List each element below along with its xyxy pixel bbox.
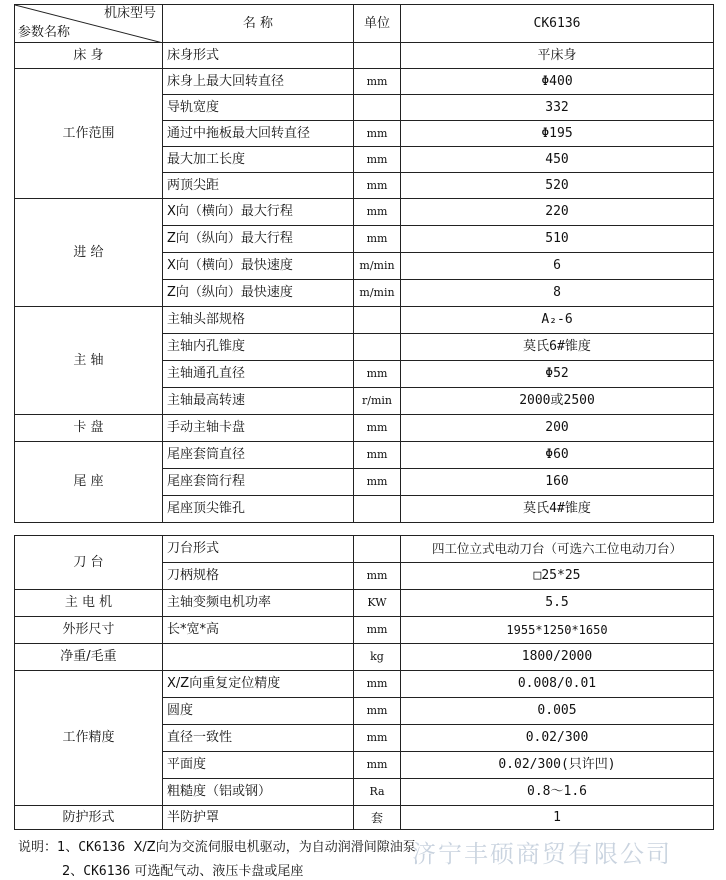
param-name: 直径一致性: [163, 725, 354, 752]
category-work-range: 工作范围: [15, 69, 163, 199]
param-unit: 套: [354, 806, 401, 830]
param-value: A₂-6: [401, 307, 714, 334]
param-value: 510: [401, 226, 714, 253]
header-corner-cell: [15, 5, 163, 43]
param-unit: mm: [354, 752, 401, 779]
param-name: 圆度: [163, 698, 354, 725]
param-unit: mm: [354, 725, 401, 752]
category-guard: 防护形式: [15, 806, 163, 830]
param-name: 刀台形式: [163, 536, 354, 563]
param-value: Φ60: [401, 442, 714, 469]
param-name: X/Z向重复定位精度: [163, 671, 354, 698]
param-name: 长*宽*高: [163, 617, 354, 644]
param-value: 6: [401, 253, 714, 280]
note-line-2: [62, 860, 303, 879]
category-feed: 进 给: [15, 199, 163, 307]
param-unit: r/min: [354, 388, 401, 415]
param-name: 最大加工长度: [163, 147, 354, 173]
param-value: Φ400: [401, 69, 714, 95]
param-value: 332: [401, 95, 714, 121]
note-2-text: 可选配气动、液压卡盘或尾座: [134, 864, 304, 879]
param-unit: [354, 43, 401, 69]
param-name: 通过中拖板最大回转直径: [163, 121, 354, 147]
param-name: 平面度: [163, 752, 354, 779]
category-turret: 刀 台: [15, 536, 163, 590]
param-name: 尾座套筒直径: [163, 442, 354, 469]
param-unit: [354, 307, 401, 334]
param-value: □25*25: [401, 563, 714, 590]
param-name: 尾座套筒行程: [163, 469, 354, 496]
param-unit: mm: [354, 563, 401, 590]
table-row: [15, 307, 714, 334]
note-1-model: CK6136: [78, 840, 126, 855]
param-unit: m/min: [354, 280, 401, 307]
param-name: 主轴最高转速: [163, 388, 354, 415]
category-dimensions: 外形尺寸: [15, 617, 163, 644]
table-header-row: [15, 5, 714, 43]
param-name: 主轴头部规格: [163, 307, 354, 334]
param-name: Z向（纵向）最快速度: [163, 280, 354, 307]
note-line-1: [18, 836, 416, 855]
table-row: [15, 199, 714, 226]
param-name: 主轴通孔直径: [163, 361, 354, 388]
category-precision: 工作精度: [15, 671, 163, 806]
param-name: X向（横向）最大行程: [163, 199, 354, 226]
param-value: 160: [401, 469, 714, 496]
param-name: 尾座顶尖锥孔: [163, 496, 354, 523]
param-value: 0.005: [401, 698, 714, 725]
param-value: 四工位立式电动刀台（可选六工位电动刀台）: [401, 536, 714, 563]
table-row: [15, 590, 714, 617]
param-name: 主轴变频电机功率: [163, 590, 354, 617]
table-row: [15, 806, 714, 830]
param-unit: mm: [354, 617, 401, 644]
param-unit: mm: [354, 121, 401, 147]
param-unit: Ra: [354, 779, 401, 806]
category-spindle: 主 轴: [15, 307, 163, 415]
note-1-text: X/Z向为交流伺服电机驱动，为自动润滑间隙油泵: [133, 840, 416, 855]
table-row: [15, 43, 714, 69]
table-row: [15, 671, 714, 698]
param-value: 200: [401, 415, 714, 442]
param-unit: mm: [354, 199, 401, 226]
param-value: 0.8～1.6: [401, 779, 714, 806]
param-name: Z向（纵向）最大行程: [163, 226, 354, 253]
param-value: 2000或2500: [401, 388, 714, 415]
param-name: 导轨宽度: [163, 95, 354, 121]
param-name: 刀柄规格: [163, 563, 354, 590]
param-value: Φ195: [401, 121, 714, 147]
param-value: 0.02/300(只许凹): [401, 752, 714, 779]
param-name: 主轴内孔锥度: [163, 334, 354, 361]
header-unit: 单位: [354, 5, 401, 43]
param-name: X向（横向）最快速度: [163, 253, 354, 280]
param-value: Φ52: [401, 361, 714, 388]
category-chuck: 卡 盘: [15, 415, 163, 442]
param-unit: [354, 536, 401, 563]
param-value: 220: [401, 199, 714, 226]
param-unit: mm: [354, 469, 401, 496]
param-value: 520: [401, 173, 714, 199]
param-value: 5.5: [401, 590, 714, 617]
param-unit: [354, 496, 401, 523]
param-unit: mm: [354, 671, 401, 698]
note-2-prefix: 2、: [62, 864, 84, 879]
table-row: [15, 442, 714, 469]
param-unit: kg: [354, 644, 401, 671]
spec-table-secondary: [14, 535, 714, 830]
table-row: [15, 536, 714, 563]
category-tailstock: 尾 座: [15, 442, 163, 523]
note-2-model: CK6136: [83, 864, 131, 879]
header-corner-machine-model: 机床型号: [103, 6, 156, 21]
param-value: 450: [401, 147, 714, 173]
param-unit: mm: [354, 226, 401, 253]
param-value: 0.02/300: [401, 725, 714, 752]
param-value: 1: [401, 806, 714, 830]
param-unit: mm: [354, 698, 401, 725]
param-name: 粗糙度（铝或钢）: [163, 779, 354, 806]
param-unit: mm: [354, 147, 401, 173]
category-motor: 主 电 机: [15, 590, 163, 617]
category-bed: 床 身: [15, 43, 163, 69]
param-unit: [354, 334, 401, 361]
param-value: 莫氏6#锥度: [401, 334, 714, 361]
param-unit: mm: [354, 442, 401, 469]
table-row: [15, 415, 714, 442]
param-value: 平床身: [401, 43, 714, 69]
table-row: [15, 69, 714, 95]
param-unit: mm: [354, 415, 401, 442]
header-corner-param-name: 参数名称: [18, 25, 71, 40]
spec-table-main: [14, 4, 714, 523]
param-unit: mm: [354, 173, 401, 199]
param-name: 床身上最大回转直径: [163, 69, 354, 95]
param-name: [163, 644, 354, 671]
table-row: [15, 644, 714, 671]
param-name: 两顶尖距: [163, 173, 354, 199]
header-model: CK6136: [401, 5, 714, 43]
param-unit: mm: [354, 361, 401, 388]
param-name: 手动主轴卡盘: [163, 415, 354, 442]
param-unit: [354, 95, 401, 121]
param-unit: m/min: [354, 253, 401, 280]
param-name: 床身形式: [163, 43, 354, 69]
param-value: 1955*1250*1650: [401, 617, 714, 644]
param-value: 0.008/0.01: [401, 671, 714, 698]
param-value: 莫氏4#锥度: [401, 496, 714, 523]
table-row: [15, 617, 714, 644]
header-name: 名 称: [163, 5, 354, 43]
param-value: 1800/2000: [401, 644, 714, 671]
category-weight: 净重/毛重: [15, 644, 163, 671]
param-unit: KW: [354, 590, 401, 617]
note-1-prefix: 说明：1、: [18, 840, 79, 855]
param-unit: mm: [354, 69, 401, 95]
param-name: 半防护罩: [163, 806, 354, 830]
param-value: 8: [401, 280, 714, 307]
watermark-company: 济宁丰硕商贸有限公司: [412, 840, 672, 868]
